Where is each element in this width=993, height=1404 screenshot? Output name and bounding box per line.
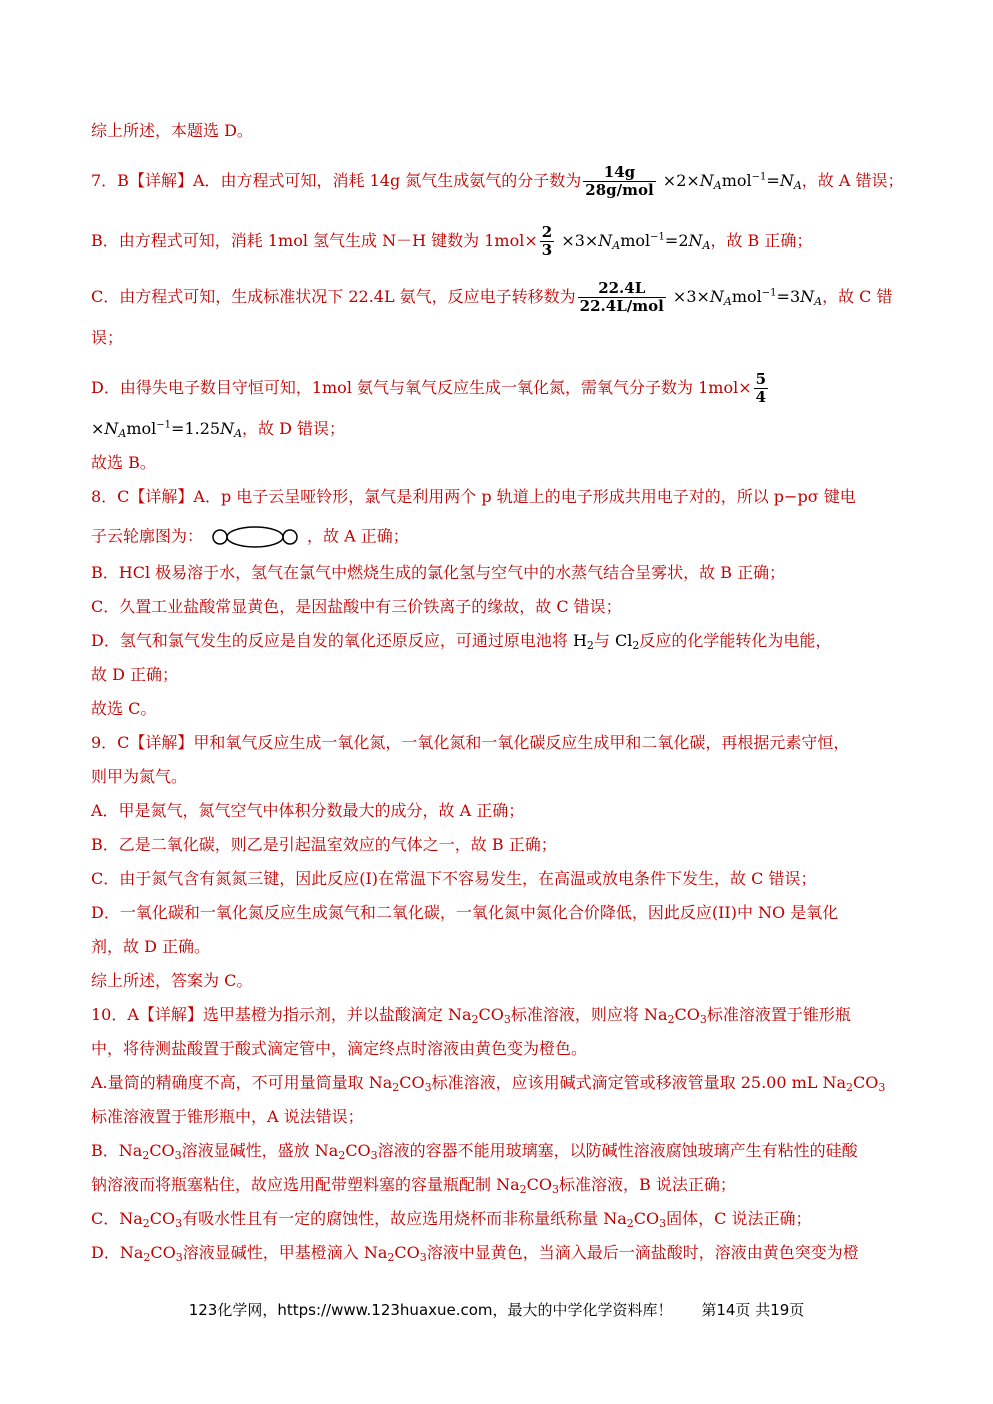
q10-option-a-cont: 标准溶液置于锥形瓶中，A 说法错误； (91, 1107, 364, 1126)
q7-option-d: D．由得失电子数目守恒可知，1mol 氨气与氧气反应生成一氧化氮，需氧气分子数为 1mol× $\frac{5}{4}$ (91, 370, 767, 406)
q10-option-d: D．$Na_2CO_3$溶液显碱性，甲基橙滴入 $Na_2CO_3$溶液中显黄色，当滴入最后一滴盐酸时，溶液由黄色突变为橙 (91, 1243, 859, 1264)
q9-answer: 综上所述，答案为 C。 (91, 971, 253, 990)
q8-answer: 故选 C。 (91, 699, 157, 718)
page-number: 第14页 共19页 (701, 1301, 805, 1319)
q7-option-a: 7．B【详解】A．由方程式可知，消耗 14g 氮气生成氨气的分子数为 $\frac{14g}{\text{28g/mol}}$ $\times 2\times N_Amol^{-1}=N_A$，故 A 错误； (91, 163, 904, 199)
q8-option-a-cont: 子云轮廓图为： ，故 A 正确； (91, 524, 409, 550)
summary-line: 综上所述，本题选 D。 (91, 121, 253, 140)
q8-option-a: 8．C【详解】A．p 电子云呈哑铃形，氯气是利用两个 p 轨道上的电子形成共用电子对的，所以 p−pσ 键电 (91, 487, 856, 506)
q10-explanation-cont: 中，将待测盐酸置于酸式滴定管中，滴定终点时溶液由黄色变为橙色。 (91, 1039, 588, 1058)
q7-option-c: C．由方程式可知，生成标准状况下 22.4L 氨气，反应电子转移数为 $\frac{22.4L}{\text{22.4L/mol}}$ $\times 3\times N_Amol^{-1}=3N_A$，故 C 错 (91, 279, 893, 315)
q10-option-a: A.量筒的精确度不高，不可用量筒量取 $Na_2CO_3$标准溶液，应该用碱式滴定管或移液管量取 25.00 mL $Na_2CO_3$ (91, 1073, 886, 1094)
footer-site-text: 123化学网，https://www.123huaxue.com，最大的中学化学资料库！ (188, 1301, 673, 1319)
q10-explanation: 10．A【详解】选甲基橙为指示剂，并以盐酸滴定 $Na_2CO_3$标准溶液，则应将 $Na_2CO_3$标准溶液置于锥形瓶 (91, 1005, 851, 1026)
q9-option-d-cont: 剂，故 D 正确。 (91, 937, 211, 956)
q9-explanation: 9．C【详解】甲和氧气反应生成一氧化氮，一氧化氮和一氧化碳反应生成甲和二氧化碳，再根据元素守恒， (91, 733, 850, 752)
fraction: $\frac{22.4L}{\text{22.4L/mol}}$ (579, 279, 664, 315)
q9-option-d: D．一氧化碳和一氧化氮反应生成氮气和二氧化碳，一氧化氮中氮化合价降低，因此反应(II)中 NO 是氧化 (91, 903, 839, 922)
fraction: $\frac{2}{3}$ (541, 223, 553, 259)
q10-option-b-cont: 钠溶液而将瓶塞粘住，故应选用配带塑料塞的容量瓶配制 $Na_2CO_3$标准溶液，B 说法正确； (91, 1175, 736, 1196)
q9-option-c: C．由于氮气含有氮氮三键，因此反应(I)在常温下不容易发生，在高温或放电条件下发生，故 C 错误； (91, 869, 817, 888)
q8-option-d: D．氢气和氯气发生的反应是自发的氧化还原反应，可通过原电池将 $H_2$与 $Cl_2$反应的化学能转化为电能， (91, 631, 832, 652)
q10-option-b: B．$Na_2CO_3$溶液显碱性，盛放 $Na_2CO_3$溶液的容器不能用玻璃塞，以防碱性溶液腐蚀玻璃产生有粘性的硅酸 (91, 1141, 858, 1162)
q8-option-c: C．久置工业盐酸常显黄色，是因盐酸中有三价铁离子的缘故，故 C 错误； (91, 597, 622, 616)
q7-option-d-cont: $\times N_Amol^{-1}=1.25N_A$，故 D 错误； (91, 419, 346, 440)
q7-option-c-cont: 误； (91, 328, 124, 347)
q9-option-a: A．甲是氮气，氮气空气中体积分数最大的成分，故 A 正确； (91, 801, 525, 820)
q7-option-b: B．由方程式可知，消耗 1mol 氢气生成 N－H 键数为 1mol× $\frac{2}{3}$ $\times 3\times N_Amol^{-1}=2N_A$，故 B 正确； (91, 223, 813, 259)
q8-option-b: B．HCl 极易溶于水，氢气在氯气中燃烧生成的氯化氢与空气中的水蒸气结合呈雾状，故 B 正确； (91, 563, 786, 582)
fraction: $\frac{14g}{\text{28g/mol}}$ (585, 163, 654, 199)
q7-answer: 故选 B。 (91, 453, 156, 472)
q9-option-b: B．乙是二氧化碳，则乙是引起温室效应的气体之一，故 B 正确； (91, 835, 557, 854)
page-footer (0, 1299, 993, 1320)
p-orbital-diagram-icon (209, 524, 301, 550)
q9-explanation-cont: 则甲为氮气。 (91, 767, 188, 786)
fraction: $\frac{5}{4}$ (755, 370, 767, 406)
q8-option-d-cont: 故 D 正确； (91, 665, 179, 684)
q10-option-c: C．$Na_2CO_3$有吸水性且有一定的腐蚀性，故应选用烧杯而非称量纸称量 $Na_2CO_3$固体，C 说法正确； (91, 1209, 812, 1230)
